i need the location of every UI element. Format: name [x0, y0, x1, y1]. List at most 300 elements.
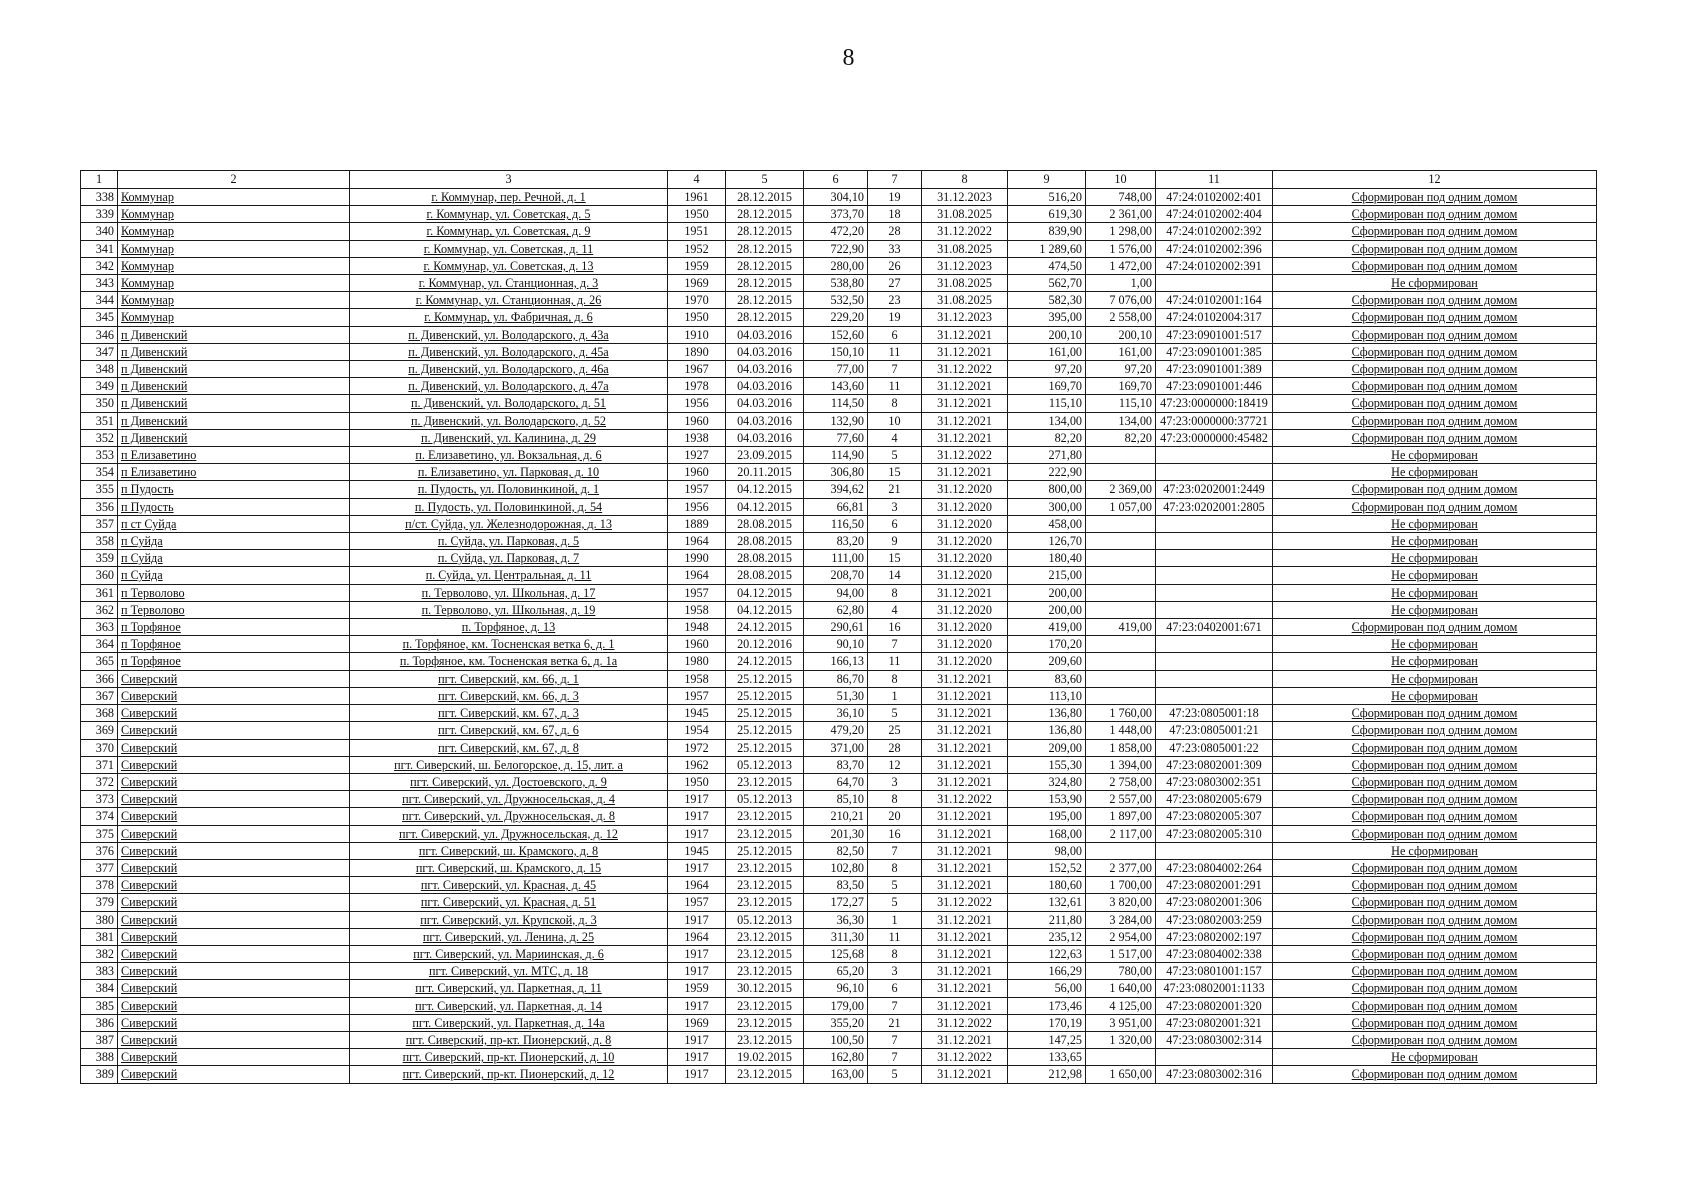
- table-row: [81, 722, 1597, 739]
- residents-cell: 19: [868, 309, 922, 326]
- cadastral-number-cell: 47:23:0804002:338: [1156, 945, 1273, 962]
- row-number-cell: 374: [81, 808, 118, 825]
- land-status-cell: [1273, 292, 1597, 309]
- value-cell: 200,00: [1008, 584, 1086, 601]
- deadline-date-cell: 31.12.2021: [922, 928, 1008, 945]
- table-row: [81, 275, 1597, 292]
- cadastral-number-cell: 47:23:0802005:679: [1156, 791, 1273, 808]
- row-number-cell: 377: [81, 859, 118, 876]
- residents-cell: 10: [868, 412, 922, 429]
- address-text: п. Дивенский, ул. Володарского, д. 51: [410, 396, 607, 411]
- value-cell: 132,61: [1008, 894, 1086, 911]
- land-status-cell: [1273, 1014, 1597, 1031]
- land-area-cell: [1086, 842, 1156, 859]
- residents-cell: 8: [868, 395, 922, 412]
- cadastral-number-cell: [1156, 670, 1273, 687]
- residents-cell: 4: [868, 429, 922, 446]
- land-status-cell: [1273, 1031, 1597, 1048]
- settlement-text: п Терволово: [121, 585, 185, 600]
- table-row: [81, 429, 1597, 446]
- settlement-text: п Елизаветино: [121, 465, 197, 480]
- address-cell: [350, 412, 668, 429]
- column-header: 5: [726, 171, 804, 189]
- deadline-date-cell: 31.08.2025: [922, 275, 1008, 292]
- residents-cell: 11: [868, 653, 922, 670]
- value-cell: 169,70: [1008, 378, 1086, 395]
- row-number-cell: 384: [81, 980, 118, 997]
- deadline-date-cell: 31.12.2021: [922, 343, 1008, 360]
- land-status-text: Сформирован под одним домом: [1351, 912, 1518, 927]
- inclusion-date-cell: 23.12.2015: [726, 859, 804, 876]
- area-cell: 64,70: [804, 773, 868, 790]
- address-cell: [350, 498, 668, 515]
- land-status-cell: [1273, 361, 1597, 378]
- area-cell: 371,00: [804, 739, 868, 756]
- settlement-cell: [118, 412, 350, 429]
- inclusion-date-cell: 28.12.2015: [726, 189, 804, 206]
- value-cell: 147,25: [1008, 1031, 1086, 1048]
- table-row: [81, 361, 1597, 378]
- residents-cell: 7: [868, 1049, 922, 1066]
- area-cell: 143,60: [804, 378, 868, 395]
- cadastral-number-cell: [1156, 1049, 1273, 1066]
- cadastral-number-cell: 47:23:0805001:22: [1156, 739, 1273, 756]
- cadastral-number-cell: [1156, 533, 1273, 550]
- year-built-cell: 1964: [668, 533, 726, 550]
- residents-cell: 8: [868, 584, 922, 601]
- column-header: 4: [668, 171, 726, 189]
- settlement-cell: [118, 773, 350, 790]
- year-built-cell: 1889: [668, 515, 726, 532]
- land-status-text: Сформирован под одним домом: [1351, 207, 1518, 222]
- year-built-cell: 1927: [668, 447, 726, 464]
- land-area-cell: [1086, 447, 1156, 464]
- year-built-cell: 1970: [668, 292, 726, 309]
- land-area-cell: 134,00: [1086, 412, 1156, 429]
- area-cell: 479,20: [804, 722, 868, 739]
- deadline-date-cell: 31.12.2020: [922, 619, 1008, 636]
- value-cell: 212,98: [1008, 1066, 1086, 1083]
- row-number-cell: 382: [81, 945, 118, 962]
- residents-cell: 6: [868, 326, 922, 343]
- year-built-cell: 1950: [668, 773, 726, 790]
- land-area-cell: 748,00: [1086, 189, 1156, 206]
- land-status-cell: [1273, 911, 1597, 928]
- settlement-cell: [118, 292, 350, 309]
- year-built-cell: 1957: [668, 584, 726, 601]
- value-cell: 582,30: [1008, 292, 1086, 309]
- land-status-cell: [1273, 584, 1597, 601]
- address-cell: [350, 550, 668, 567]
- settlement-text: п Дивенский: [121, 362, 188, 377]
- residents-cell: 7: [868, 1031, 922, 1048]
- land-area-cell: [1086, 567, 1156, 584]
- year-built-cell: 1951: [668, 223, 726, 240]
- value-cell: 271,80: [1008, 447, 1086, 464]
- area-cell: 85,10: [804, 791, 868, 808]
- settlement-cell: [118, 481, 350, 498]
- deadline-date-cell: 31.12.2021: [922, 808, 1008, 825]
- land-area-cell: 2 558,00: [1086, 309, 1156, 326]
- area-cell: 132,90: [804, 412, 868, 429]
- area-cell: 114,90: [804, 447, 868, 464]
- deadline-date-cell: 31.12.2021: [922, 1031, 1008, 1048]
- land-status-cell: [1273, 498, 1597, 515]
- table-row: [81, 619, 1597, 636]
- settlement-text: Сиверский: [121, 774, 178, 789]
- address-cell: [350, 653, 668, 670]
- settlement-text: п ст Суйда: [121, 516, 177, 531]
- year-built-cell: 1969: [668, 1014, 726, 1031]
- year-built-cell: 1917: [668, 911, 726, 928]
- deadline-date-cell: 31.12.2022: [922, 447, 1008, 464]
- land-area-cell: 169,70: [1086, 378, 1156, 395]
- residents-cell: 1: [868, 687, 922, 704]
- cadastral-number-cell: 47:23:0801001:157: [1156, 963, 1273, 980]
- cadastral-number-cell: [1156, 687, 1273, 704]
- address-cell: [350, 343, 668, 360]
- year-built-cell: 1938: [668, 429, 726, 446]
- address-text: пгт. Сиверский, ул. Красная, д. 51: [420, 895, 597, 910]
- land-area-cell: 419,00: [1086, 619, 1156, 636]
- year-built-cell: 1917: [668, 825, 726, 842]
- value-cell: 153,90: [1008, 791, 1086, 808]
- row-number-cell: 362: [81, 601, 118, 618]
- land-area-cell: 2 377,00: [1086, 859, 1156, 876]
- table-row: [81, 515, 1597, 532]
- settlement-cell: [118, 361, 350, 378]
- residents-cell: 33: [868, 240, 922, 257]
- cadastral-number-cell: 47:23:0000000:18419: [1156, 395, 1273, 412]
- land-area-cell: 7 076,00: [1086, 292, 1156, 309]
- year-built-cell: 1950: [668, 206, 726, 223]
- deadline-date-cell: 31.12.2021: [922, 584, 1008, 601]
- settlement-text: Сиверский: [121, 809, 178, 824]
- column-header: 10: [1086, 171, 1156, 189]
- address-text: пгт. Сиверский, км. 67, д. 8: [438, 740, 579, 755]
- deadline-date-cell: 31.12.2021: [922, 739, 1008, 756]
- table-row: [81, 687, 1597, 704]
- land-status-text: Не сформирован: [1391, 551, 1478, 566]
- deadline-date-cell: 31.12.2021: [922, 722, 1008, 739]
- value-cell: 419,00: [1008, 619, 1086, 636]
- settlement-text: Сиверский: [121, 878, 178, 893]
- cadastral-number-cell: 47:23:0803002:316: [1156, 1066, 1273, 1083]
- land-status-text: Не сформирован: [1391, 1050, 1478, 1065]
- cadastral-number-cell: 47:24:0102001:164: [1156, 292, 1273, 309]
- land-status-text: Сформирован под одним домом: [1351, 482, 1518, 497]
- table-row: [81, 636, 1597, 653]
- table-row: [81, 945, 1597, 962]
- deadline-date-cell: 31.12.2022: [922, 223, 1008, 240]
- land-status-text: Сформирован под одним домом: [1351, 224, 1518, 239]
- area-cell: 125,68: [804, 945, 868, 962]
- settlement-cell: [118, 343, 350, 360]
- settlement-cell: [118, 619, 350, 636]
- settlement-text: Сиверский: [121, 826, 178, 841]
- residents-cell: 8: [868, 945, 922, 962]
- land-area-cell: 1 760,00: [1086, 705, 1156, 722]
- settlement-cell: [118, 223, 350, 240]
- land-status-cell: [1273, 206, 1597, 223]
- land-status-cell: [1273, 257, 1597, 274]
- area-cell: 82,50: [804, 842, 868, 859]
- year-built-cell: 1917: [668, 945, 726, 962]
- table-row: [81, 928, 1597, 945]
- table-row: [81, 739, 1597, 756]
- year-built-cell: 1917: [668, 997, 726, 1014]
- area-cell: 532,50: [804, 292, 868, 309]
- inclusion-date-cell: 04.03.2016: [726, 343, 804, 360]
- settlement-text: Коммунар: [121, 276, 174, 291]
- year-built-cell: 1964: [668, 567, 726, 584]
- value-cell: 170,20: [1008, 636, 1086, 653]
- land-status-cell: [1273, 842, 1597, 859]
- inclusion-date-cell: 23.12.2015: [726, 877, 804, 894]
- inclusion-date-cell: 28.08.2015: [726, 550, 804, 567]
- area-cell: 114,50: [804, 395, 868, 412]
- land-status-text: Не сформирован: [1391, 585, 1478, 600]
- column-header: 2: [118, 171, 350, 189]
- cadastral-number-cell: 47:23:0802001:291: [1156, 877, 1273, 894]
- settlement-cell: [118, 257, 350, 274]
- row-number-cell: 350: [81, 395, 118, 412]
- year-built-cell: 1967: [668, 361, 726, 378]
- settlement-text: п Суйда: [121, 551, 163, 566]
- value-cell: 170,19: [1008, 1014, 1086, 1031]
- value-cell: 161,00: [1008, 343, 1086, 360]
- settlement-cell: [118, 1049, 350, 1066]
- land-status-cell: [1273, 653, 1597, 670]
- table-row: [81, 481, 1597, 498]
- residents-cell: 7: [868, 361, 922, 378]
- land-area-cell: 115,10: [1086, 395, 1156, 412]
- land-status-cell: [1273, 395, 1597, 412]
- deadline-date-cell: 31.12.2023: [922, 189, 1008, 206]
- cadastral-number-cell: 47:23:0901001:517: [1156, 326, 1273, 343]
- land-status-text: Сформирован под одним домом: [1351, 964, 1518, 979]
- land-status-text: Сформирован под одним домом: [1351, 981, 1518, 996]
- table-row: [81, 1014, 1597, 1031]
- land-status-text: Сформирован под одним домом: [1351, 809, 1518, 824]
- table-row: [81, 343, 1597, 360]
- land-status-text: Сформирован под одним домом: [1351, 293, 1518, 308]
- settlement-cell: [118, 309, 350, 326]
- table-row: [81, 911, 1597, 928]
- cadastral-number-cell: 47:23:0802001:321: [1156, 1014, 1273, 1031]
- settlement-cell: [118, 877, 350, 894]
- address-text: пгт. Сиверский, ул. Дружносельская, д. 12: [399, 826, 618, 841]
- deadline-date-cell: 31.12.2021: [922, 378, 1008, 395]
- residents-cell: 5: [868, 1066, 922, 1083]
- area-cell: 290,61: [804, 619, 868, 636]
- row-number-cell: 338: [81, 189, 118, 206]
- address-text: пгт. Сиверский, ул. Крупской, д. 3: [420, 912, 597, 927]
- address-text: пгт. Сиверский, ул. Достоевского, д. 9: [410, 774, 607, 789]
- address-cell: [350, 257, 668, 274]
- inclusion-date-cell: 23.12.2015: [726, 825, 804, 842]
- address-cell: [350, 877, 668, 894]
- area-cell: 96,10: [804, 980, 868, 997]
- address-cell: [350, 1031, 668, 1048]
- land-status-text: Сформирован под одним домом: [1351, 774, 1518, 789]
- row-number-cell: 363: [81, 619, 118, 636]
- value-cell: 97,20: [1008, 361, 1086, 378]
- land-status-cell: [1273, 412, 1597, 429]
- area-cell: 210,21: [804, 808, 868, 825]
- settlement-cell: [118, 515, 350, 532]
- address-text: пгт. Сиверский, ул. Паркетная, д. 14а: [412, 1015, 605, 1030]
- settlement-cell: [118, 533, 350, 550]
- land-status-text: Не сформирован: [1391, 534, 1478, 549]
- value-cell: 113,10: [1008, 687, 1086, 704]
- settlement-text: Сиверский: [121, 706, 178, 721]
- table-row: [81, 567, 1597, 584]
- land-status-cell: [1273, 343, 1597, 360]
- cadastral-number-cell: 47:23:0901001:385: [1156, 343, 1273, 360]
- table-row: [81, 464, 1597, 481]
- land-area-cell: 1 472,00: [1086, 257, 1156, 274]
- address-text: п. Пудость, ул. Половинкиной, д. 54: [414, 499, 603, 514]
- row-number-cell: 354: [81, 464, 118, 481]
- area-cell: 51,30: [804, 687, 868, 704]
- row-number-cell: 353: [81, 447, 118, 464]
- cadastral-number-cell: 47:23:0000000:37721: [1156, 412, 1273, 429]
- settlement-cell: [118, 859, 350, 876]
- settlement-cell: [118, 911, 350, 928]
- settlement-cell: [118, 447, 350, 464]
- value-cell: 126,70: [1008, 533, 1086, 550]
- settlement-cell: [118, 928, 350, 945]
- deadline-date-cell: 31.12.2021: [922, 997, 1008, 1014]
- year-built-cell: 1945: [668, 705, 726, 722]
- residents-cell: 11: [868, 928, 922, 945]
- deadline-date-cell: 31.08.2025: [922, 240, 1008, 257]
- table-row: [81, 533, 1597, 550]
- year-built-cell: 1910: [668, 326, 726, 343]
- table-row: [81, 378, 1597, 395]
- address-cell: [350, 825, 668, 842]
- residents-cell: 7: [868, 636, 922, 653]
- cadastral-number-cell: 47:23:0802001:1133: [1156, 980, 1273, 997]
- inclusion-date-cell: 23.12.2015: [726, 808, 804, 825]
- land-status-cell: [1273, 739, 1597, 756]
- area-cell: 152,60: [804, 326, 868, 343]
- inclusion-date-cell: 04.03.2016: [726, 429, 804, 446]
- deadline-date-cell: 31.12.2022: [922, 1049, 1008, 1066]
- address-text: пгт. Сиверский, км. 66, д. 3: [438, 688, 579, 703]
- settlement-text: Коммунар: [121, 258, 174, 273]
- residents-cell: 11: [868, 378, 922, 395]
- inclusion-date-cell: 05.12.2013: [726, 791, 804, 808]
- address-text: п/ст. Суйда, ул. Железнодорожная, д. 13: [405, 516, 612, 531]
- settlement-text: Сиверский: [121, 843, 178, 858]
- address-cell: [350, 447, 668, 464]
- land-status-text: Сформирован под одним домом: [1351, 792, 1518, 807]
- area-cell: 102,80: [804, 859, 868, 876]
- housing-register-table: [80, 170, 1597, 1084]
- address-text: пгт. Сиверский, пр-кт. Пионерский, д. 8: [405, 1032, 612, 1047]
- land-status-cell: [1273, 980, 1597, 997]
- cadastral-number-cell: 47:23:0802003:259: [1156, 911, 1273, 928]
- year-built-cell: 1890: [668, 343, 726, 360]
- column-header: 12: [1273, 171, 1597, 189]
- cadastral-number-cell: 47:23:0802002:197: [1156, 928, 1273, 945]
- row-number-cell: 375: [81, 825, 118, 842]
- area-cell: 83,70: [804, 756, 868, 773]
- residents-cell: 20: [868, 808, 922, 825]
- area-cell: 83,50: [804, 877, 868, 894]
- address-text: п. Елизаветино, ул. Вокзальная, д. 6: [415, 448, 602, 463]
- land-status-cell: [1273, 619, 1597, 636]
- deadline-date-cell: 31.12.2020: [922, 601, 1008, 618]
- year-built-cell: 1972: [668, 739, 726, 756]
- deadline-date-cell: 31.12.2020: [922, 567, 1008, 584]
- deadline-date-cell: 31.12.2021: [922, 705, 1008, 722]
- value-cell: 800,00: [1008, 481, 1086, 498]
- address-text: пгт. Сиверский, ул. Мариинская, д. 6: [413, 946, 604, 961]
- settlement-text: Коммунар: [121, 207, 174, 222]
- residents-cell: 14: [868, 567, 922, 584]
- year-built-cell: 1948: [668, 619, 726, 636]
- inclusion-date-cell: 25.12.2015: [726, 687, 804, 704]
- area-cell: 304,10: [804, 189, 868, 206]
- inclusion-date-cell: 28.08.2015: [726, 515, 804, 532]
- land-status-text: Сформирован под одним домом: [1351, 413, 1518, 428]
- address-text: пгт. Сиверский, ул. Дружносельская, д. 8: [402, 809, 615, 824]
- land-status-text: Сформирован под одним домом: [1351, 258, 1518, 273]
- settlement-cell: [118, 894, 350, 911]
- inclusion-date-cell: 04.03.2016: [726, 395, 804, 412]
- area-cell: 355,20: [804, 1014, 868, 1031]
- address-cell: [350, 275, 668, 292]
- address-cell: [350, 670, 668, 687]
- land-status-cell: [1273, 773, 1597, 790]
- land-area-cell: 780,00: [1086, 963, 1156, 980]
- land-status-cell: [1273, 894, 1597, 911]
- value-cell: 215,00: [1008, 567, 1086, 584]
- inclusion-date-cell: 25.12.2015: [726, 705, 804, 722]
- area-cell: 36,30: [804, 911, 868, 928]
- inclusion-date-cell: 23.12.2015: [726, 773, 804, 790]
- row-number-cell: 361: [81, 584, 118, 601]
- inclusion-date-cell: 04.03.2016: [726, 378, 804, 395]
- row-number-cell: 347: [81, 343, 118, 360]
- deadline-date-cell: 31.12.2021: [922, 412, 1008, 429]
- column-header: 11: [1156, 171, 1273, 189]
- inclusion-date-cell: 19.02.2015: [726, 1049, 804, 1066]
- settlement-text: п Дивенский: [121, 327, 188, 342]
- row-number-cell: 364: [81, 636, 118, 653]
- inclusion-date-cell: 23.12.2015: [726, 894, 804, 911]
- inclusion-date-cell: 24.12.2015: [726, 653, 804, 670]
- value-cell: 839,90: [1008, 223, 1086, 240]
- settlement-text: п Дивенский: [121, 396, 188, 411]
- land-status-cell: [1273, 533, 1597, 550]
- row-number-cell: 356: [81, 498, 118, 515]
- value-cell: 562,70: [1008, 275, 1086, 292]
- inclusion-date-cell: 20.12.2016: [726, 636, 804, 653]
- settlement-text: Сиверский: [121, 1050, 178, 1065]
- land-area-cell: 2 117,00: [1086, 825, 1156, 842]
- cadastral-number-cell: 47:23:0802001:309: [1156, 756, 1273, 773]
- row-number-cell: 345: [81, 309, 118, 326]
- value-cell: 98,00: [1008, 842, 1086, 859]
- deadline-date-cell: 31.12.2023: [922, 309, 1008, 326]
- address-cell: [350, 773, 668, 790]
- value-cell: 56,00: [1008, 980, 1086, 997]
- area-cell: 172,27: [804, 894, 868, 911]
